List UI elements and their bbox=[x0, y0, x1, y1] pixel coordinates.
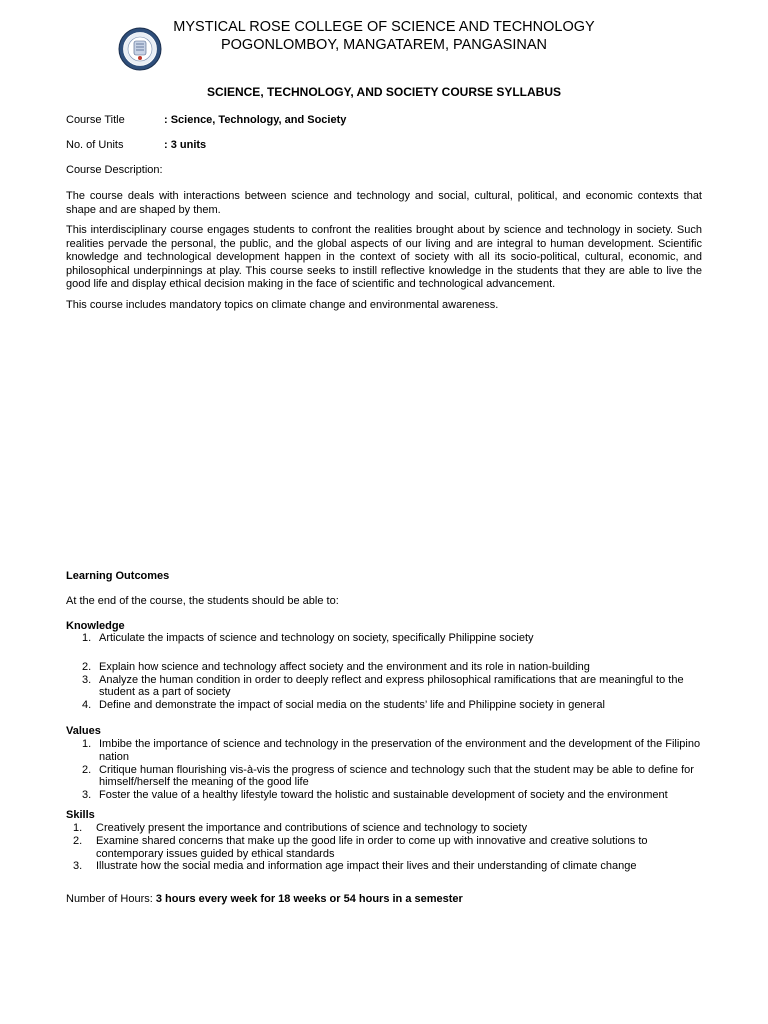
description-paragraph-1: The course deals with interactions between science and technology and social, cultural, political, and economic contexts that shape and are shaped by them. bbox=[66, 190, 702, 216]
course-title-value: : Science, Technology, and Society bbox=[164, 114, 347, 126]
skills-heading: Skills bbox=[66, 809, 95, 821]
list-item: 4. Define and demonstrate the impact of social media on the students’ life and Philippine society in general bbox=[82, 699, 605, 712]
document-title: SCIENCE, TECHNOLOGY, AND SOCIETY COURSE SYLLABUS bbox=[206, 85, 562, 99]
knowledge-list bbox=[82, 632, 702, 712]
list-item: 2. Explain how science and technology affect society and the environment and its role in nation-building bbox=[82, 660, 590, 673]
course-description-label: Course Description: bbox=[66, 164, 163, 176]
list-item: 2. Examine shared concerns that make up the good life in order to come up with innovative and creative solutions to contemporary issues guided by ethical standards bbox=[73, 834, 648, 860]
units-row bbox=[66, 139, 206, 153]
list-item: 2. Critique human flourishing vis-à-vis the progress of science and technology such that the student may be able to define for himself/herself the meaning of the good life bbox=[82, 763, 694, 789]
college-name: MYSTICAL ROSE COLLEGE OF SCIENCE AND TECHNOLOGY bbox=[173, 19, 595, 35]
learning-outcomes-heading: Learning Outcomes bbox=[66, 570, 170, 582]
college-address: POGONLOMBOY, MANGATAREM, PANGASINAN bbox=[220, 37, 548, 53]
list-item: 3. Analyze the human condition in order to deeply reflect and express philosophical ramifications that are meaningful to the student as a part of society bbox=[82, 673, 684, 699]
course-title-label: Course Title bbox=[66, 114, 125, 126]
values-list bbox=[82, 738, 702, 802]
list-item: 3. Foster the value of a healthy lifestyle toward the holistic and sustainable development of society and the environment bbox=[82, 789, 668, 802]
units-value: : 3 units bbox=[164, 139, 207, 151]
list-item: 3. Illustrate how the social media and information age impact their lives and their understanding of climate change bbox=[73, 860, 637, 873]
course-title-row bbox=[66, 114, 346, 128]
description-paragraph-3: This course includes mandatory topics on climate change and environmental awareness. bbox=[66, 299, 499, 311]
values-heading: Values bbox=[66, 725, 101, 737]
hours-label: Number of Hours: bbox=[66, 893, 156, 905]
number-of-hours bbox=[66, 893, 463, 907]
knowledge-heading: Knowledge bbox=[66, 620, 125, 632]
list-item: 1. Imbibe the importance of science and technology in the preservation of the environment and the development of the Filipino nation bbox=[82, 738, 701, 763]
outcomes-intro: At the end of the course, the students should be able to: bbox=[66, 595, 339, 607]
list-item: 1. Articulate the impacts of science and technology on society, specifically Philippine society bbox=[82, 632, 534, 644]
skills-list bbox=[73, 822, 653, 873]
hours-value: 3 hours every week for 18 weeks or 54 hours in a semester bbox=[155, 893, 463, 905]
description-paragraph-2: This interdisciplinary course engages students to confront the realities brought about by science and technology in society. Such realities pervade the personal, the public, and the global aspects of our living and are integral to human development. Scientific knowledge and technological development happen in the context of society with all its socio-political, cultural, economic, and philosophical underpinnings at play. This course seeks to instill reflective knowledge in the students that they are able to live the good life and display ethical decision making in the face of scientific and technological advancement. bbox=[66, 224, 702, 291]
list-item: 1. Creatively present the importance and contributions of science and technology to society bbox=[73, 822, 528, 834]
units-label: No. of Units bbox=[66, 139, 124, 151]
